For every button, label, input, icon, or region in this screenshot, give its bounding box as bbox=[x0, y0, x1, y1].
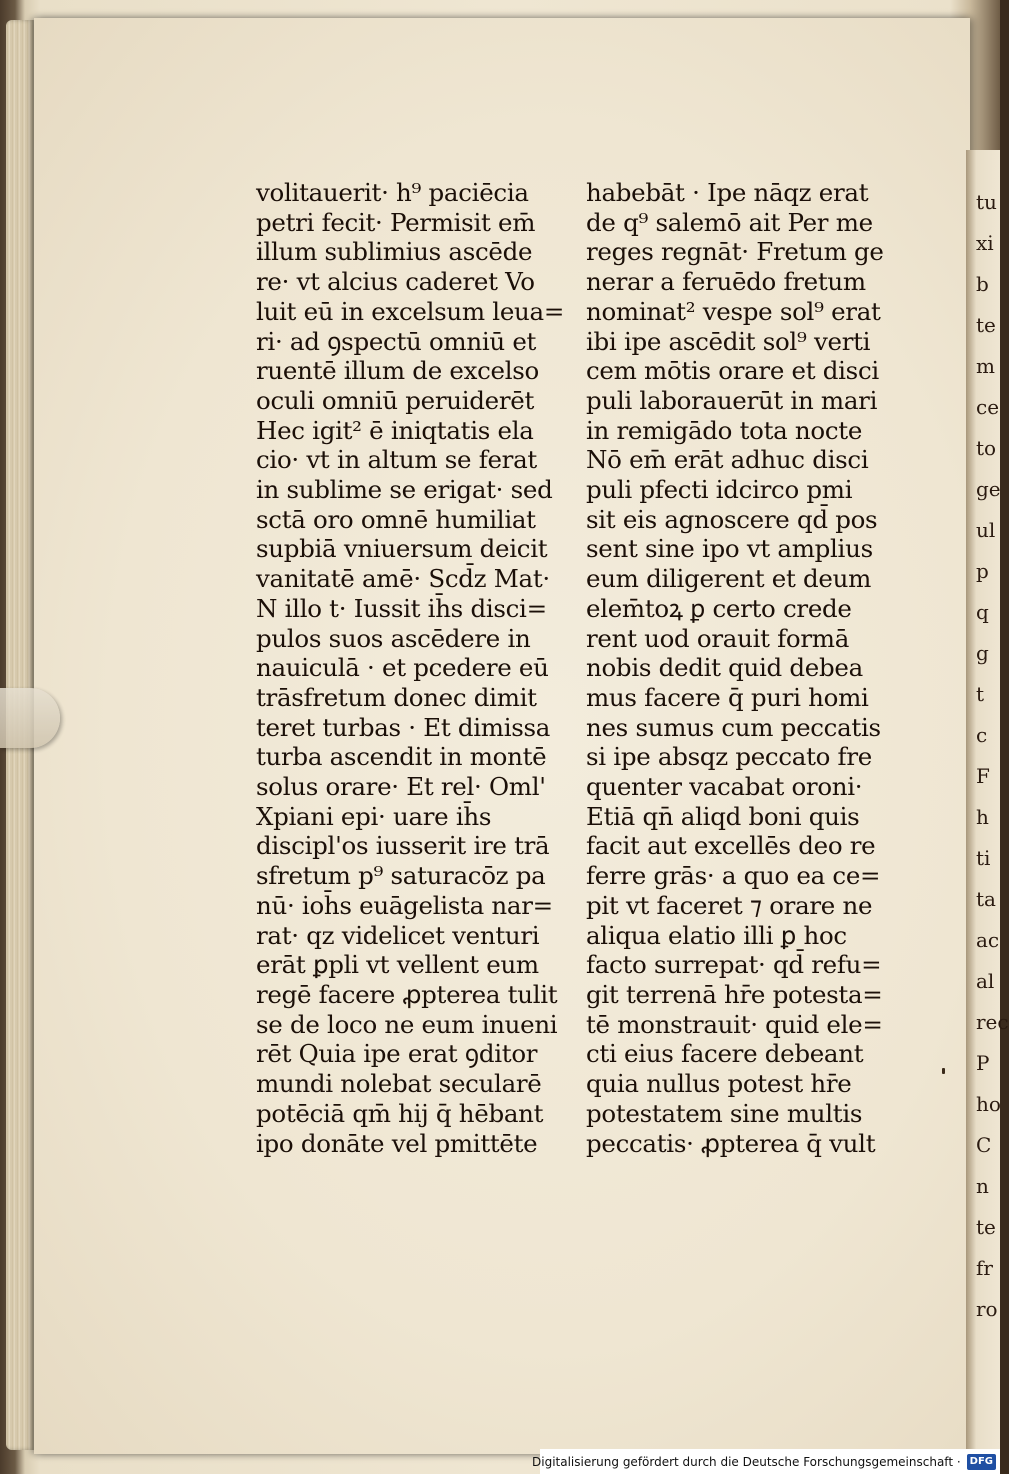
page-tab-marker bbox=[0, 688, 60, 748]
text-line: discipl'os iusserit ire trā bbox=[256, 831, 550, 861]
text-line: puli pfecti idcirco pmi bbox=[586, 475, 853, 505]
text-line: mundi nolebat secularē bbox=[256, 1069, 542, 1099]
text-line: reges regnāt· Fretum ge bbox=[586, 237, 884, 267]
text-line: rent uod orauit formā bbox=[586, 623, 850, 653]
facing-page-fragment: fr bbox=[976, 1256, 993, 1280]
text-line: de q⁹ salemō ait Per me bbox=[586, 207, 873, 237]
facing-page-fragment: C bbox=[976, 1133, 992, 1157]
text-line: re· vt alcius caderet Vo bbox=[256, 267, 535, 297]
text-line: git terrenā hr̄e potesta= bbox=[586, 979, 883, 1009]
facing-page-fragment: ac bbox=[976, 928, 1000, 952]
text-line: aliqua elatio illi ꝑ hoc bbox=[586, 920, 847, 950]
text-line: elem̄toꝝ ꝑ certo crede bbox=[586, 593, 852, 623]
text-line: pulos suos ascēdere in bbox=[256, 623, 531, 653]
text-line: in sublime se erigat· sed bbox=[256, 475, 553, 505]
facing-page-fragment: xi bbox=[976, 231, 994, 255]
text-line: se de loco ne eum inueni bbox=[256, 1009, 558, 1039]
facing-page-fragment: rec bbox=[976, 1010, 1009, 1034]
text-line: vanitatē amē· Scd̄z Mat· bbox=[256, 564, 550, 594]
text-line: ferre grās· a quo ea ce= bbox=[586, 861, 881, 891]
text-line: illum sublimius ascēde bbox=[256, 237, 533, 267]
facing-page-fragment: ho bbox=[976, 1092, 1001, 1116]
facing-page-fragment: ge bbox=[976, 477, 1001, 501]
facing-page-fragment: ta bbox=[976, 887, 996, 911]
facing-page-fragment: ti bbox=[976, 846, 991, 870]
facing-page-fragment: m bbox=[976, 354, 995, 378]
text-line: teret turbas · Et dimissa bbox=[256, 712, 551, 742]
text-line: quia nullus potest hr̄e bbox=[586, 1069, 852, 1099]
facing-page-fragment: tu bbox=[976, 190, 997, 214]
facing-page-fragment: te bbox=[976, 1215, 996, 1239]
text-line: facit aut excellēs deo re bbox=[586, 831, 876, 861]
text-line: ruentē illum de excelso bbox=[256, 356, 539, 386]
facing-page-fragment: p bbox=[976, 559, 989, 583]
text-line: tē monstrauit· quid ele= bbox=[586, 1009, 883, 1039]
facing-page-fragment: ro bbox=[976, 1297, 998, 1321]
text-line: quenter vacabat oroni· bbox=[586, 772, 863, 802]
facing-page-fragment: q bbox=[976, 600, 989, 624]
footer-credit-text: Digitalisierung gefördert durch die Deutsche Forschungsgemeinschaft · bbox=[532, 1454, 961, 1469]
text-line: rēt Quia ipe erat ꝯditor bbox=[256, 1039, 538, 1069]
text-line: facto surrepat· qd̄ refu= bbox=[586, 950, 882, 980]
text-line: nerar a feruēdo fretum bbox=[586, 267, 866, 297]
text-line: Xpiani epi· uare ih̄s bbox=[256, 801, 492, 831]
facing-page-strip bbox=[966, 150, 1009, 1474]
facing-page-fragment: b bbox=[976, 272, 989, 296]
facing-page-fragment: P bbox=[976, 1051, 990, 1075]
dfg-logo-icon: DFG bbox=[967, 1454, 996, 1470]
facing-page-fragment: F bbox=[976, 764, 990, 788]
text-line: potestatem sine multis bbox=[586, 1098, 863, 1128]
text-line: N illo t· Iussit ih̄s disci= bbox=[256, 593, 547, 623]
text-line: eum diligerent et deum bbox=[586, 564, 872, 594]
text-line: oculi omniū peruiderēt bbox=[256, 385, 535, 415]
facing-page-fragment: al bbox=[976, 969, 995, 993]
text-line: habebāt · Ipe nāqz erat bbox=[586, 178, 869, 207]
facing-page-fragment: h bbox=[976, 805, 989, 829]
text-line: erāt ꝑpli vt vellent eum bbox=[256, 950, 539, 980]
text-line: sit eis agnoscere qd̄ pos bbox=[586, 504, 878, 534]
text-line: peccatis· ꝓpterea q̄ vult bbox=[586, 1128, 876, 1158]
text-line: sctā oro omnē humiliat bbox=[256, 504, 536, 534]
text-line: luit eū in excelsum leua= bbox=[256, 296, 565, 326]
facing-page-fragment: to bbox=[976, 436, 997, 460]
text-column-right bbox=[586, 178, 891, 1158]
text-line: cti eius facere debeant bbox=[586, 1039, 864, 1069]
text-line: trāsfretum donec dimit bbox=[256, 682, 537, 712]
text-line: sfretum p⁹ saturacōz pa bbox=[256, 861, 546, 891]
text-line: Etiā qn̄ aliqd boni quis bbox=[586, 801, 860, 831]
text-line: pit vt faceret ⁊ orare ne bbox=[586, 890, 873, 920]
text-line: nominat² vespe sol⁹ erat bbox=[586, 296, 881, 326]
text-line: mus facere q̄ puri homi bbox=[586, 682, 869, 712]
text-line: nes sumus cum peccatis bbox=[586, 712, 881, 742]
facing-page-fragment: n bbox=[976, 1174, 989, 1198]
text-line: volitauerit· h⁹ paciēcia bbox=[256, 178, 529, 207]
text-line: nobis dedit quid debea bbox=[586, 653, 863, 683]
text-line: petri fecit· Permisit em̄ bbox=[256, 207, 536, 237]
text-line: nauiculā · et pcedere eū bbox=[256, 653, 549, 683]
facing-page-fragment: te bbox=[976, 313, 996, 337]
text-line: regē facere ꝓpterea tulit bbox=[256, 979, 558, 1009]
text-line: solus orare· Et rel· Oml' bbox=[256, 772, 546, 802]
facing-page-fragment: g bbox=[976, 641, 989, 665]
text-line: cio· vt in altum se ferat bbox=[256, 445, 537, 475]
text-line: puli laborauerūt in mari bbox=[586, 385, 878, 415]
facing-page-fragment: t bbox=[976, 682, 985, 706]
text-line: rat· qz videlicet venturi bbox=[256, 920, 540, 950]
text-line: supbiā vniuersum deicit bbox=[256, 534, 548, 564]
text-line: in remigādo tota nocte bbox=[586, 415, 863, 445]
text-line: turba ascendit in montē bbox=[256, 742, 547, 772]
facing-page-fragment: c bbox=[976, 723, 988, 747]
text-line: ri· ad ꝯspectū omniū et bbox=[256, 326, 537, 356]
facing-page-fragment: ul bbox=[976, 518, 996, 542]
ink-speck bbox=[942, 1068, 945, 1074]
digitization-footer bbox=[532, 1449, 1000, 1474]
text-line: Hec igit² ē iniqtatis ela bbox=[256, 415, 534, 445]
facing-page-fragment: ce bbox=[976, 395, 1000, 419]
text-line: Nō em̄ erāt adhuc disci bbox=[586, 445, 869, 475]
text-line: si ipe absqz peccato fre bbox=[586, 742, 872, 772]
text-line: ipo donāte vel pmittēte bbox=[256, 1128, 538, 1158]
text-line: potēciā qm̄ hij q̄ hēbant bbox=[256, 1098, 544, 1128]
text-line: cem mōtis orare et disci bbox=[586, 356, 879, 386]
text-line: ibi ipe ascēdit sol⁹ verti bbox=[586, 326, 871, 356]
text-line: sent sine ipo vt amplius bbox=[586, 534, 873, 564]
text-line: nū· ioh̄s euāgelista nar= bbox=[256, 890, 553, 920]
text-column-left bbox=[256, 178, 565, 1158]
